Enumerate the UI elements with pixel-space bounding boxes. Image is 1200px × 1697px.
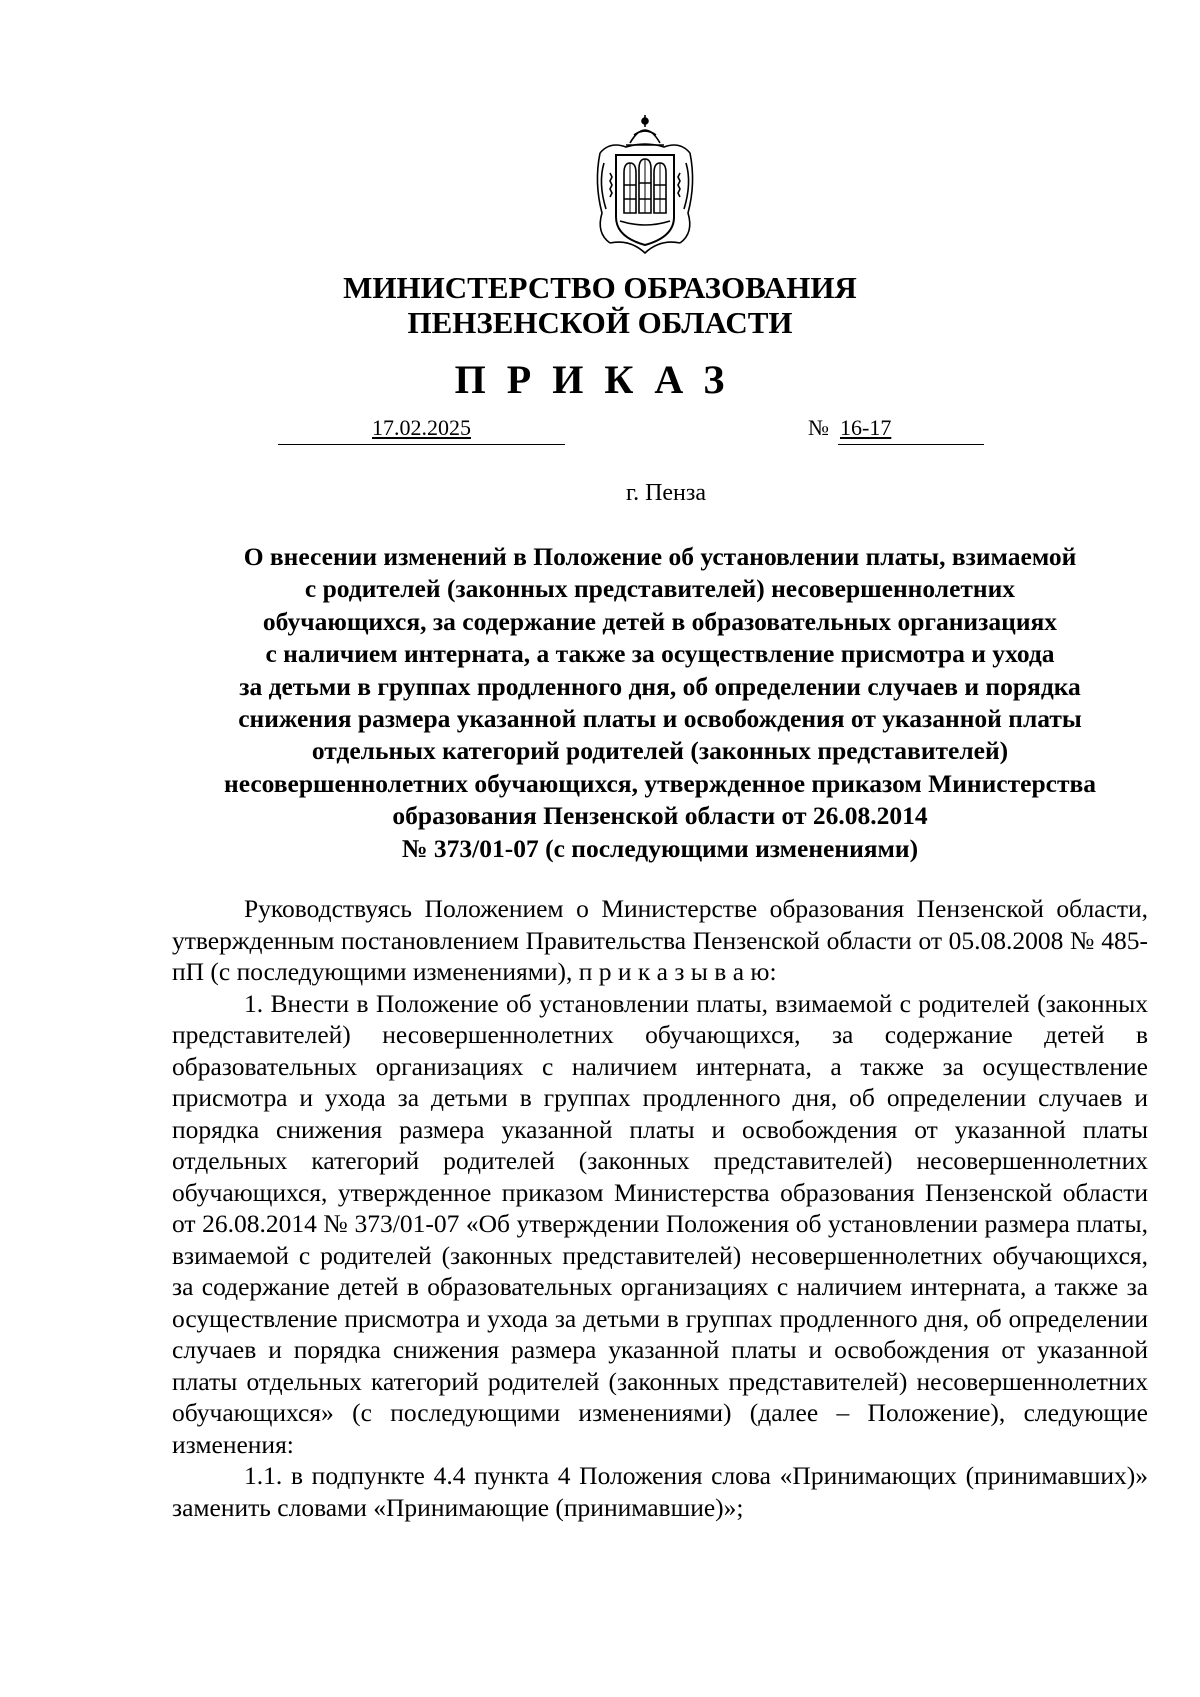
body-paragraph-preamble: Руководствуясь Положением о Министерстве образования Пензенской области, утвержденным постановлением Правительства Пензенской области от 05.08.2008 № 485-пП (с последующими изменениями), п р и к а з ы в а ю: [172, 894, 1148, 986]
city-name: г. Пенза [625, 480, 707, 506]
coat-of-arms-emblem [590, 113, 700, 259]
subject-line: отдельных категорий родителей (законных представителей) [311, 736, 1009, 766]
body-paragraph-item-1: 1. Внести в Положение об установлении платы, взимаемой с родителей (законных представителей) несовершеннолетних обучающихся, за содержание детей в образовательных организациях с наличием интерната, а также за осуществление присмотра и ухода за детьми в группах продленного дня, об определении случаев и порядка снижения размера указанной платы и освобождения от указанной платы отдельных категорий родителей (законных представителей) несовершеннолетних обучающихся, утвержденное приказом Министерства образования Пензенской области от 26.08.2014 № 373/01-07 «Об утверждении Положения об установлении размера платы, взимаемой с родителей (законных представителей) несовершеннолетних обучающихся, за содержание детей в образовательных организациях с наличием интерната, а также за осуществление присмотра и ухода за детьми в группах продленного дня, об определении случаев и порядка снижения размера указанной платы и освобождения от указанной платы отдельных категорий родителей (законных представителей) несовершеннолетних обучающихся» (с последующими изменениями) (далее – Положение), следующие изменения: [172, 988, 1148, 1459]
order-number-label: № [808, 415, 829, 440]
order-number-field [838, 414, 984, 445]
subject-line: образования Пензенской области от 26.08.2014 [392, 801, 928, 831]
subject-line: О внесении изменений в Положение об установлении платы, взимаемой [243, 542, 1077, 571]
order-date-field [278, 414, 565, 445]
subject-line: с наличием интерната, а также за осуществление присмотра и ухода [265, 639, 1055, 669]
order-number: 16-17 [840, 415, 892, 440]
ministry-name-line1: МИНИСТЕРСТВО ОБРАЗОВАНИЯ [343, 270, 857, 305]
body-paragraph-item-1-1: 1.1. в подпункте 4.4 пункта 4 Положения слова «Принимающих (принимавших)» заменить словами «Принимающие (принимавшие)»; [172, 1461, 1148, 1522]
order-subject [170, 541, 1150, 865]
subject-line: № 373/01-07 (с последующими изменениями) [401, 833, 919, 863]
ministry-name-line2: ПЕНЗЕНСКОЙ ОБЛАСТИ [407, 305, 793, 340]
subject-line: за детьми в группах продленного дня, об определении случаев и порядка [239, 671, 1081, 701]
order-body [172, 893, 1148, 1523]
subject-line: обучающихся, за содержание детей в образовательных организациях [262, 606, 1058, 636]
order-date: 17.02.2025 [372, 415, 471, 440]
order-title: ПРИКАЗ [454, 357, 746, 402]
subject-line: с родителей (законных представителей) несовершеннолетних [304, 574, 1016, 604]
ministry-name [0, 270, 1200, 340]
subject-line: несовершеннолетних обучающихся, утвержденное приказом Министерства [224, 768, 1096, 798]
subject-line: снижения размера указанной платы и освобождения от указанной платы [238, 704, 1082, 734]
